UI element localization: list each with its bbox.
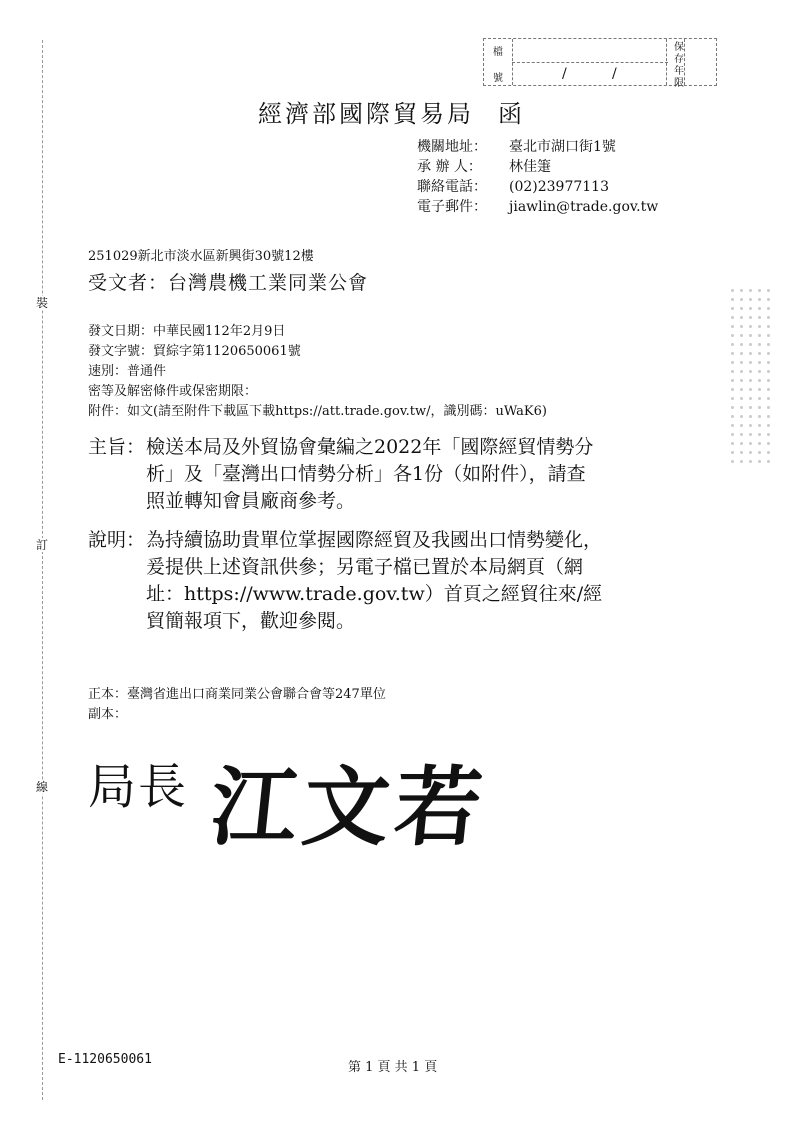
- address-value: 臺北市湖口街1號: [509, 139, 616, 155]
- file-slash: /: [612, 66, 617, 82]
- subject-section: [88, 434, 692, 515]
- number-label: 號: [493, 73, 503, 84]
- agency-address: [417, 136, 616, 156]
- file-label: 檔: [493, 47, 503, 58]
- document-kind: 函: [498, 100, 525, 128]
- subject-line: 照並轉知會員廠商參考。: [146, 490, 356, 512]
- subject-text: [146, 434, 692, 515]
- binding-mark-ding: 訂: [36, 538, 49, 552]
- phone-label: 聯絡電話：: [417, 179, 487, 195]
- signatory-title: 局長: [88, 759, 189, 815]
- binding-line: [42, 40, 43, 1100]
- signatory-signature: 江文若: [205, 757, 493, 858]
- original-recipients: 正本：臺灣省進出口商業同業公會聯合會等247單位: [88, 687, 386, 702]
- handler-label: 承 辦 人：: [417, 159, 482, 175]
- file-box-rule: [512, 62, 668, 63]
- recipient-address: 251029新北市淡水區新興街30號12樓: [88, 249, 314, 264]
- explanation-label: 說明：: [88, 529, 146, 551]
- retention-label: 保存年限: [674, 42, 684, 89]
- agency-email: [417, 196, 658, 216]
- subject-label: 主旨：: [88, 436, 146, 458]
- subject-line: 析」及「臺灣出口情勢分析」各1份（如附件），請查: [146, 463, 586, 485]
- explanation-line: 為持續協助貴單位掌握國際經貿及我國出口情勢變化，: [146, 529, 603, 551]
- explanation-section: [88, 527, 692, 635]
- copy-recipients: 副本：: [88, 707, 128, 722]
- agency-phone: [417, 176, 609, 196]
- binding-mark-zhuang: 裝: [36, 296, 49, 310]
- attachment-info: 附件：如文(請至附件下載區下載https://att.trade.gov.tw/，識別碼：uWaK6): [88, 404, 547, 419]
- document-body: [88, 434, 692, 635]
- explanation-text: [146, 527, 692, 635]
- email-value: jiawlin@trade.gov.tw: [509, 199, 659, 215]
- agency-name: 經濟部國際貿易局: [258, 100, 474, 128]
- issue-date: 發文日期：中華民國112年2月9日: [88, 324, 286, 339]
- file-slash: /: [562, 66, 567, 82]
- address-label: 機關地址：: [417, 139, 487, 155]
- reference-number: 發文字號：貿綜字第1120650061號: [88, 344, 301, 359]
- handler-value: 林佳箑: [509, 159, 551, 175]
- dot-pattern: [728, 286, 776, 466]
- explanation-line: 貿簡報項下，歡迎參閱。: [146, 610, 356, 632]
- subject-line: 檢送本局及外貿協會彙編之2022年「國際經貿情勢分: [146, 436, 594, 458]
- page-number: 第 1 頁 共 1 頁: [348, 1060, 438, 1075]
- binding-mark-xian: 線: [36, 780, 49, 794]
- document-number: E-1120650061: [58, 1052, 152, 1067]
- agency-handler: [417, 156, 551, 176]
- secrecy-level: 密等及解密條件或保密期限：: [88, 384, 258, 399]
- phone-value: (02)23977113: [509, 179, 609, 195]
- explanation-line: 爰提供上述資訊供參；另電子檔已置於本局網頁（網: [146, 556, 584, 578]
- explanation-line: 址：https://www.trade.gov.tw）首頁之經貿往來/經: [146, 583, 603, 605]
- document-title: [258, 94, 525, 129]
- file-number-box: [483, 38, 717, 89]
- email-label: 電子郵件：: [417, 199, 487, 215]
- recipient: 受文者：台灣農機工業同業公會: [88, 272, 369, 294]
- delivery-speed: 速別：普通件: [88, 364, 167, 379]
